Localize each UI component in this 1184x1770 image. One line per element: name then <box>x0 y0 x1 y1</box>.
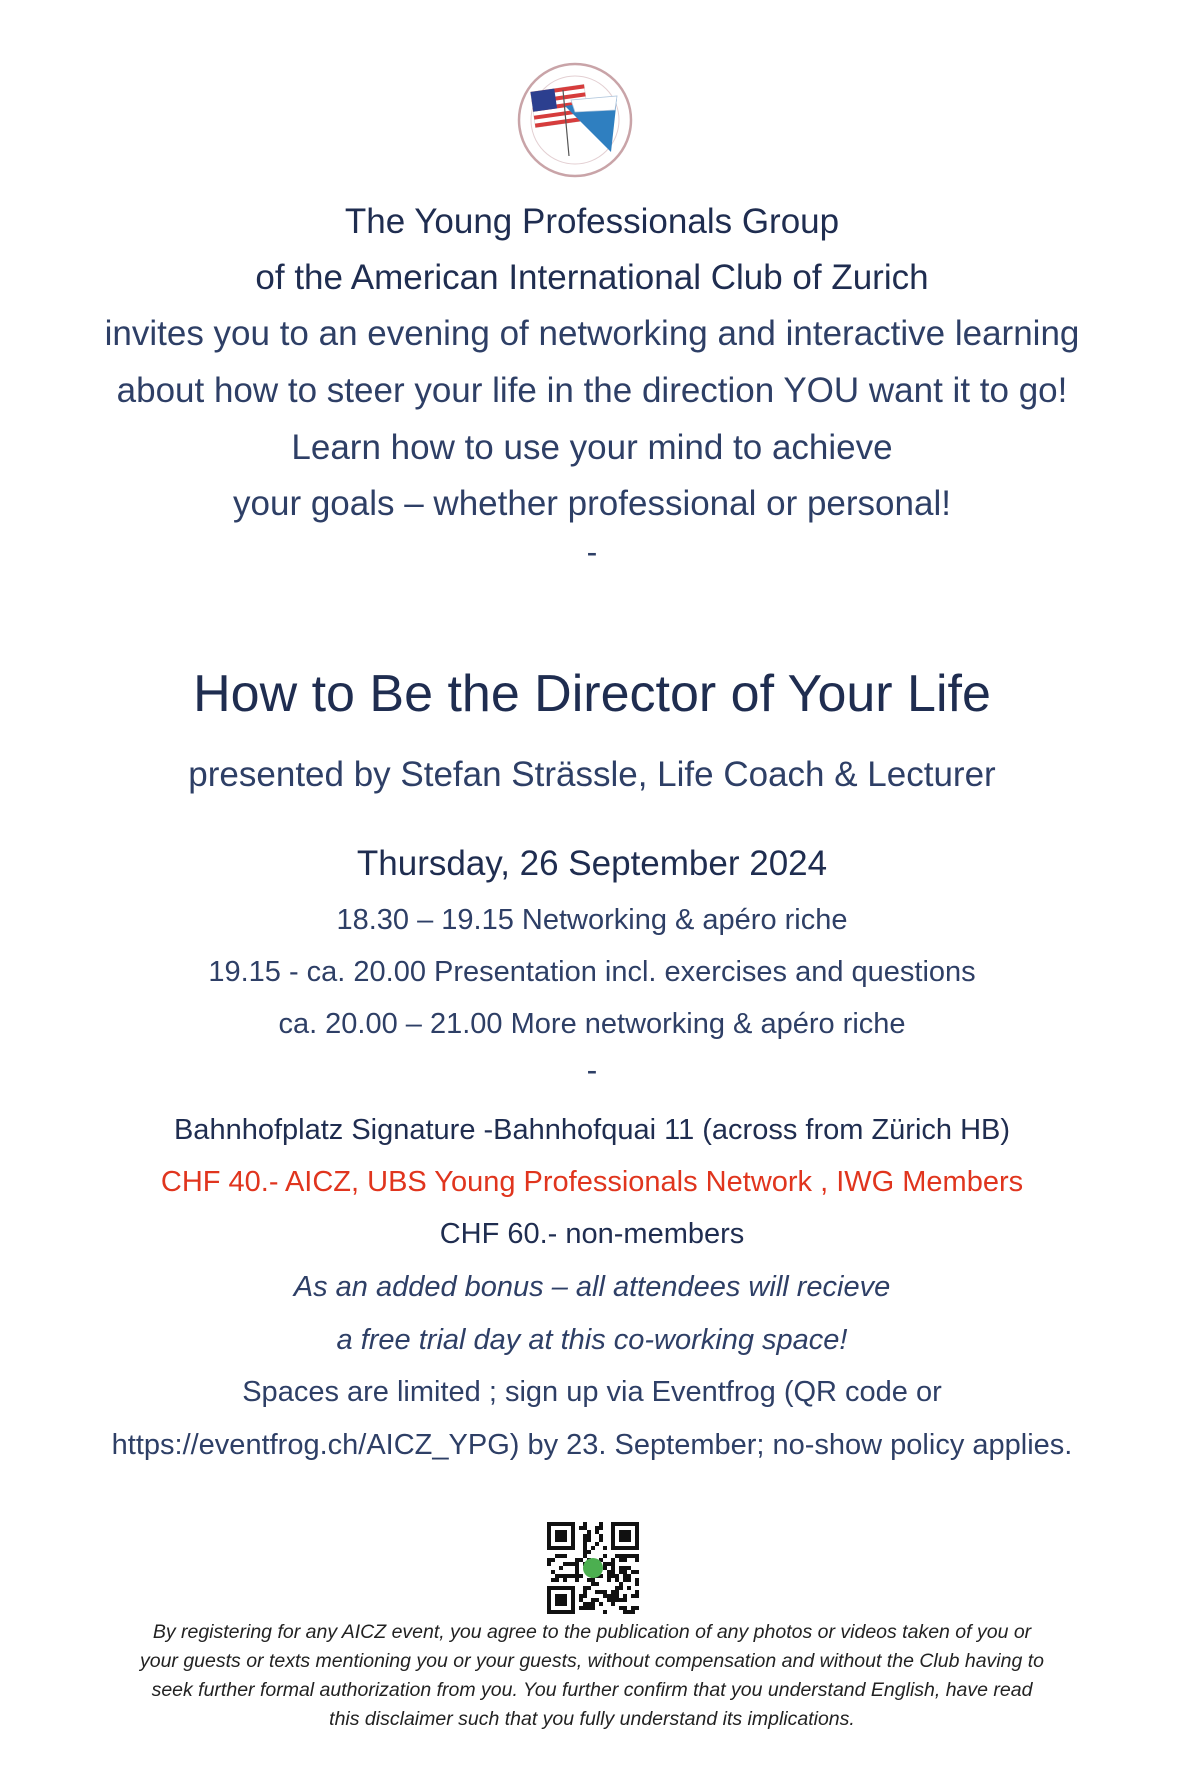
separator: - <box>586 1052 598 1088</box>
schedule-item: ca. 20.00 – 21.00 More networking & apéro riche <box>278 1008 906 1040</box>
schedule-item: 18.30 – 19.15 Networking & apéro riche <box>336 904 848 936</box>
disclaimer <box>60 1618 1124 1734</box>
disclaimer-line: your guests or texts mentioning you or your guests, without compensation and without the Club having to <box>139 1650 1045 1672</box>
club-logo <box>515 60 635 180</box>
schedule-item: 19.15 - ca. 20.00 Presentation incl. exercises and questions <box>208 956 976 988</box>
intro-line-3: Learn how to use your mind to achieve <box>291 428 893 467</box>
disclaimer-line: seek further formal authorization from you. You further confirm that you understand English, have read <box>151 1679 1033 1701</box>
signup-line-1: Spaces are limited ; sign up via Eventfrog (QR code or <box>242 1376 942 1408</box>
event-date: Thursday, 26 September 2024 <box>356 844 828 883</box>
intro-line-1: invites you to an evening of networking and interactive learning <box>104 314 1080 353</box>
club-name: of the American International Club of Zurich <box>255 258 929 297</box>
presenter: presented by Stefan Strässle, Life Coach & Lecturer <box>188 755 996 794</box>
qr-code-icon[interactable] <box>547 1522 639 1614</box>
member-price: CHF 40.- AICZ, UBS Young Professionals Network , IWG Members <box>160 1166 1024 1198</box>
signup-line-2[interactable]: https://eventfrog.ch/AICZ_YPG) by 23. September; no-show policy applies. <box>111 1429 1073 1461</box>
bonus-line-1: As an added bonus – all attendees will recieve <box>293 1271 891 1303</box>
venue: Bahnhofplatz Signature -Bahnhofquai 11 (across from Zürich HB) <box>173 1114 1011 1146</box>
bonus-line-2: a free trial day at this co-working space! <box>336 1324 848 1356</box>
event-title: How to Be the Director of Your Life <box>193 665 991 723</box>
disclaimer-line: By registering for any AICZ event, you agree to the publication of any photos or videos taken of you or <box>152 1621 1032 1643</box>
intro-line-4: your goals – whether professional or personal! <box>233 484 951 523</box>
non-member-price: CHF 60.- non-members <box>439 1218 745 1250</box>
separator: - <box>586 534 598 570</box>
group-name: The Young Professionals Group <box>344 202 840 241</box>
intro-line-2: about how to steer your life in the direction YOU want it to go! <box>116 371 1068 410</box>
disclaimer-line: this disclaimer such that you fully understand its implications. <box>329 1708 855 1730</box>
